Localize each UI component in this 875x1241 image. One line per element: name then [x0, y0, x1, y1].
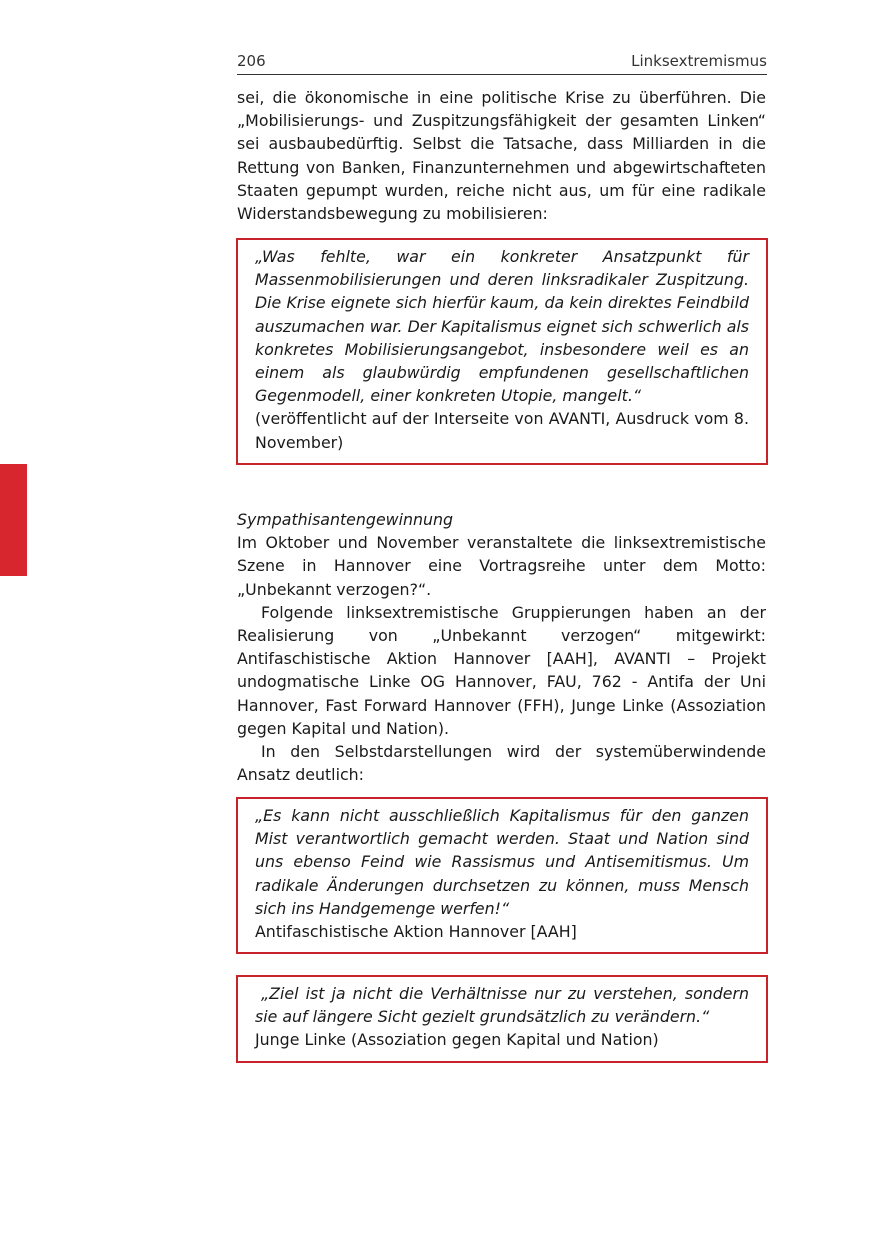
section-paragraph-3: In den Selbstdarstellungen wird der systemüberwindende Ansatz deutlich: — [237, 742, 766, 785]
section-heading: Sympathisantengewinnung — [237, 510, 454, 529]
quote-box-avanti — [236, 238, 768, 465]
intro-paragraph: sei, die ökonomische in eine politische Krise zu überführen. Die „Mobilisierungs- und Zuspitzungsfähigkeit der gesamten Linken“ sei ausbaubedürftig. Selbst die Tatsache, dass Milliarden in die Rettung von Banken, Finanzunternehmen und abgewirtschafteten Staaten gepumpt wurden, reiche nicht aus, um für eine radikale Widerstandsbewegung zu mobilisieren: — [237, 88, 766, 224]
quote-box-junge-linke — [236, 975, 768, 1063]
quote-source: (veröffentlicht auf der Interseite von AVANTI, Ausdruck vom 8. November) — [255, 409, 749, 452]
quote-text: „Es kann nicht ausschließlich Kapitalismus für den ganzen Mist verantwortlich gemacht werden. Staat und Nation sind uns ebenso Feind wie Rassismus und Antisemitismus. Um radikale Änderungen durchsetzen zu können, muss Mensch sich ins Handgemenge werfen!“ — [255, 806, 749, 918]
quote-source: Antifaschistische Aktion Hannover [AAH] — [255, 922, 577, 942]
running-section-title: Linksextremismus — [631, 52, 767, 70]
section-paragraph-2: Folgende linksextremistische Gruppierungen haben an der Realisierung von „Unbekannt verzogen“ mitgewirkt: Antifaschistische Aktion Hannover [AAH], AVANTI – Projekt undogmatische Linke OG Hannover, FAU, 762 - Antifa der Uni Hannover, Fast Forward Hannover (FFH), Junge Linke (Assoziation gegen Kapital und Nation). — [237, 602, 766, 738]
quote-text: „Was fehlte, war ein konkreter Ansatzpunkt für Massenmobilisierungen und deren linksradikaler Zuspitzung. Die Krise eignete sich hierfür kaum, da kein direktes Feindbild auszumachen war. Der Kapitalismus eignet sich schwerlich als konkretes Mobilisierungsangebot, insbesondere weil es an einem als glaubwürdig empfundenen gesellschaftlichen Gegenmodell, einer konkreten Utopie, mangelt.“ — [255, 247, 749, 406]
quote-source: Junge Linke (Assoziation gegen Kapital und Nation) — [255, 1030, 659, 1050]
section-paragraph-1: Im Oktober und November veranstaltete die linksextremistische Szene in Hannover eine Vortragsreihe unter dem Motto: „Unbekannt verzogen?“. — [237, 533, 766, 599]
page-number: 206 — [237, 52, 266, 70]
section-sympathisanten — [237, 508, 766, 786]
page-header — [237, 50, 767, 75]
chapter-side-tab — [0, 464, 27, 576]
quote-box-aah — [236, 797, 768, 954]
quote-text: „Ziel ist ja nicht die Verhältnisse nur zu verstehen, sondern sie auf längere Sicht gezielt grundsätzlich zu verändern.“ — [255, 984, 749, 1027]
